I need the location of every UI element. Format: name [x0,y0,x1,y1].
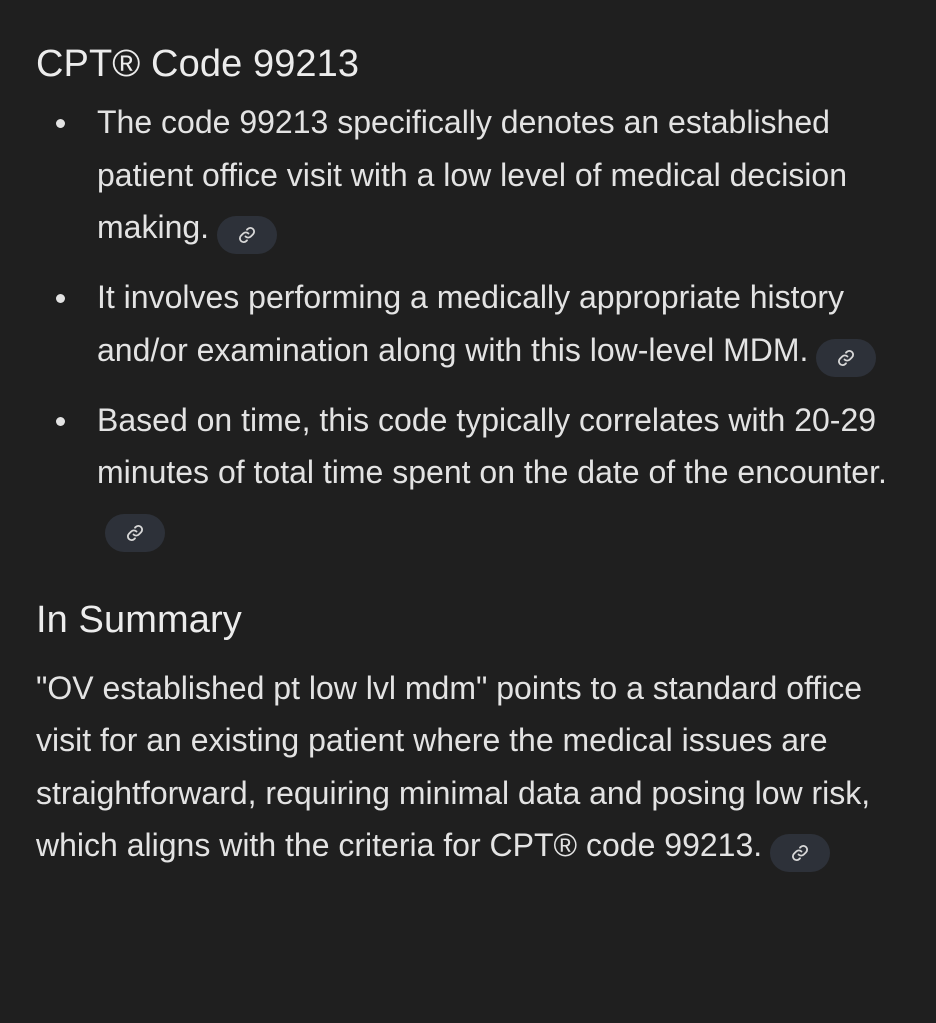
link-icon [791,844,809,862]
citation-link-button[interactable] [217,216,277,254]
link-icon [126,524,144,542]
link-icon [837,349,855,367]
list-item [36,96,897,254]
citation-link-button[interactable] [105,514,165,552]
list-item [36,394,897,552]
bullet-list [36,96,906,552]
citation-link-button[interactable] [816,339,876,377]
list-item-text: Based on time, this code typically correlates with 20-29 minutes of total time spent on the date of the encounter. [97,401,887,490]
bullet-dot [56,294,65,303]
response-content [36,36,906,872]
summary-text: "OV established pt low lvl mdm" points to a standard office visit for an existing patient where the medical issues are straightforward, requiring minimal data and posing low risk, which aligns with the criteria for CPT® code 99213. [36,669,871,863]
section-heading-cpt-code: CPT® Code 99213 [36,43,360,85]
section-heading-summary: In Summary [36,598,242,641]
link-icon [238,226,256,244]
list-item [36,271,897,377]
list-item-text: The code 99213 specifically denotes an established patient office visit with a low level of medical decision making. [97,104,847,245]
bullet-dot [56,417,65,426]
summary-paragraph [36,662,896,873]
list-item-text: It involves performing a medically appropriate history and/or examination along with this low-level MDM. [97,279,844,368]
bullet-dot [56,119,65,128]
citation-link-button[interactable] [770,834,830,872]
